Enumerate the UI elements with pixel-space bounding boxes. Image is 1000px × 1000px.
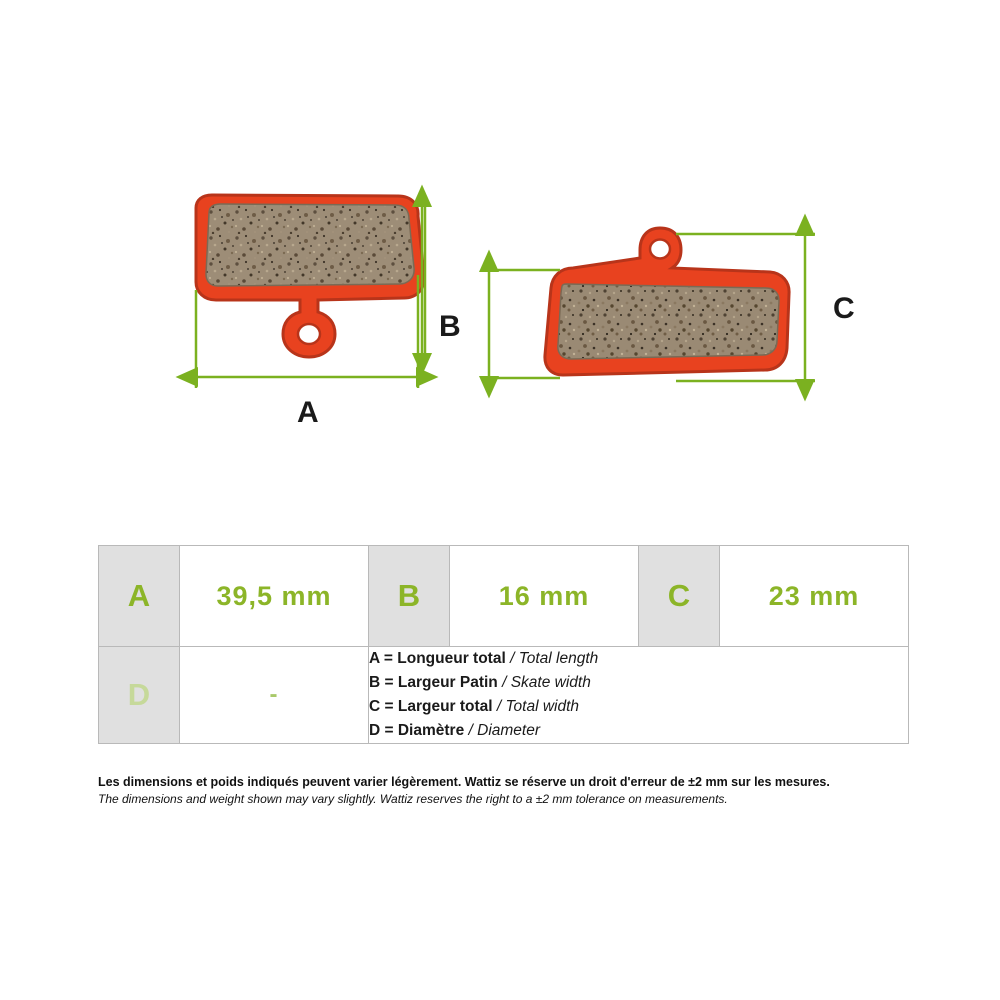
dimension-b-label: B (439, 310, 461, 343)
dimensions-table (98, 545, 909, 744)
legend-line-a: A = Longueur total / Total length (369, 650, 599, 667)
legend-line-d: D = Diamètre / Diameter (369, 722, 541, 740)
brake-pad-left-view (196, 195, 461, 429)
table-row-legend (99, 647, 909, 744)
row-value-a: 39,5 mm (180, 546, 369, 647)
friction-material (558, 284, 779, 359)
legend-block (369, 647, 909, 744)
row-value-d: - (180, 647, 369, 744)
row-label-b: B (369, 546, 450, 647)
row-value-c: 23 mm (720, 546, 909, 647)
row-label-a: A (99, 546, 180, 647)
row-label-c: C (639, 546, 720, 647)
friction-material (206, 204, 414, 286)
brake-pad-right-view (489, 228, 855, 381)
footnote-french: Les dimensions et poids indiqués peuvent varier légèrement. Wattiz se réserve un droit d'erreur de ±2 mm sur les mesures. (98, 775, 830, 789)
row-label-d: D (99, 647, 180, 744)
row-value-b: 16 mm (450, 546, 639, 647)
legend-line-c: C = Largeur total / Total width (369, 698, 580, 716)
dimension-c (805, 236, 855, 379)
mounting-hole (298, 324, 320, 344)
table-row-dimensions (99, 546, 909, 647)
dimension-c-label: C (833, 292, 855, 325)
mounting-hole (650, 240, 670, 259)
footnote-english: The dimensions and weight shown may vary slightly. Wattiz reserves the right to a ±2 mm tolerance on measurements. (98, 792, 728, 806)
dimension-b (422, 205, 461, 355)
footnotes (98, 775, 958, 806)
legend-line-b: B = Largeur Patin / Skate width (369, 674, 591, 692)
dimension-a-label: A (297, 396, 319, 429)
